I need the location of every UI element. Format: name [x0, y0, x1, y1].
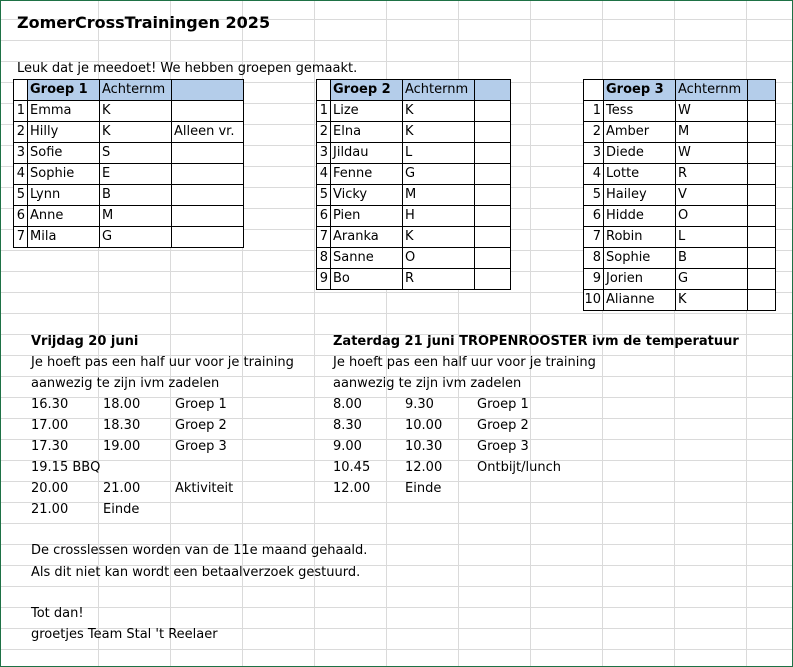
activity: Groep 2 — [477, 418, 529, 433]
first-name[interactable]: Elna — [331, 122, 403, 143]
row-number: 5 — [14, 185, 28, 206]
first-name[interactable]: Lynn — [28, 185, 100, 206]
first-name[interactable]: Amber — [604, 122, 676, 143]
schedule-row — [31, 415, 311, 436]
first-name[interactable]: Mila — [28, 227, 100, 248]
first-name[interactable]: Emma — [28, 101, 100, 122]
group-name: Groep 1 — [28, 80, 100, 101]
note-cell[interactable] — [172, 227, 244, 248]
page-title: ZomerCrossTrainingen 2025 — [17, 13, 271, 32]
saturday-note: aanwezig te zijn ivm zadelen — [333, 376, 522, 391]
schedule-row — [333, 415, 773, 436]
group-header-row — [317, 80, 511, 101]
table-row — [584, 143, 776, 164]
note-cell[interactable] — [172, 206, 244, 227]
table-row — [14, 206, 244, 227]
first-name[interactable]: Diede — [604, 143, 676, 164]
group-col-header: Achternm — [403, 80, 475, 101]
table-row — [317, 248, 511, 269]
group-col-header: Achternm — [676, 80, 748, 101]
row-number: 4 — [317, 164, 331, 185]
table-row — [14, 101, 244, 122]
group-col-extra — [748, 80, 776, 101]
schedule-row — [31, 394, 311, 415]
closing-text: Tot dan! — [31, 606, 84, 621]
group-col-header: Achternm — [100, 80, 172, 101]
end-time: 21.00 — [103, 481, 141, 496]
first-name[interactable]: Hailey — [604, 185, 676, 206]
group-header-num — [14, 80, 28, 101]
end-time: 10.30 — [405, 439, 443, 454]
table-row — [317, 227, 511, 248]
note-cell[interactable] — [748, 101, 776, 122]
group-header-num — [584, 80, 604, 101]
last-initial[interactable]: M — [676, 122, 748, 143]
last-initial[interactable]: G — [100, 227, 172, 248]
last-initial[interactable]: M — [403, 185, 475, 206]
table-row — [317, 206, 511, 227]
start-time: 17.00 — [31, 418, 69, 433]
activity: Ontbijt/lunch — [477, 460, 561, 475]
activity: Aktiviteit — [175, 481, 234, 496]
table-row — [317, 101, 511, 122]
row-number: 9 — [317, 269, 331, 290]
first-name[interactable]: Jildau — [331, 143, 403, 164]
last-initial[interactable]: K — [403, 101, 475, 122]
note-cell[interactable] — [475, 101, 511, 122]
first-name[interactable]: Sanne — [331, 248, 403, 269]
first-name[interactable]: Lize — [331, 101, 403, 122]
footer-line: Als dit niet kan wordt een betaalverzoek gestuurd. — [31, 565, 361, 580]
group-2-table — [316, 79, 511, 290]
row-number: 1 — [14, 101, 28, 122]
row-number: 8 — [584, 248, 604, 269]
last-initial[interactable]: O — [676, 206, 748, 227]
row-number: 4 — [14, 164, 28, 185]
end-time: 9.30 — [405, 397, 434, 412]
note-cell[interactable] — [172, 164, 244, 185]
footer-line: De crosslessen worden van de 11e maand gehaald. — [31, 543, 368, 558]
last-initial[interactable]: K — [100, 122, 172, 143]
row-number: 8 — [317, 248, 331, 269]
row-number: 2 — [317, 122, 331, 143]
last-initial[interactable]: V — [676, 185, 748, 206]
note-cell[interactable] — [748, 248, 776, 269]
friday-note: Je hoeft pas een half uur voor je training — [31, 355, 294, 370]
saturday-heading: Zaterdag 21 juni TROPENROOSTER ivm de temperatuur — [333, 334, 739, 349]
last-initial[interactable]: W — [676, 143, 748, 164]
first-name[interactable]: Tess — [604, 101, 676, 122]
note-cell[interactable] — [475, 185, 511, 206]
last-initial[interactable]: B — [100, 185, 172, 206]
first-name[interactable]: Lotte — [604, 164, 676, 185]
group-name: Groep 2 — [331, 80, 403, 101]
friday-schedule — [31, 331, 311, 520]
row-number: 3 — [14, 143, 28, 164]
group-col-extra — [172, 80, 244, 101]
table-row — [317, 143, 511, 164]
table-row — [584, 248, 776, 269]
schedule-row — [333, 457, 773, 478]
note-cell[interactable] — [475, 206, 511, 227]
schedule-row — [31, 436, 311, 457]
note-cell[interactable] — [172, 143, 244, 164]
last-initial[interactable]: E — [100, 164, 172, 185]
note-cell[interactable] — [475, 164, 511, 185]
table-row — [14, 143, 244, 164]
first-name[interactable]: Sofie — [28, 143, 100, 164]
last-initial[interactable]: L — [403, 143, 475, 164]
table-row — [317, 269, 511, 290]
first-name[interactable]: Alianne — [604, 290, 676, 311]
end-time: 12.00 — [405, 460, 443, 475]
schedule-row — [31, 457, 311, 478]
row-number: 2 — [584, 122, 604, 143]
row-number: 6 — [317, 206, 331, 227]
last-initial[interactable]: L — [676, 227, 748, 248]
note-cell[interactable] — [748, 269, 776, 290]
activity: Groep 1 — [477, 397, 529, 412]
note-cell[interactable] — [748, 185, 776, 206]
row-number: 10 — [584, 290, 604, 311]
first-name[interactable]: Hidde — [604, 206, 676, 227]
table-row — [584, 269, 776, 290]
last-initial[interactable]: R — [676, 164, 748, 185]
start-time: 8.30 — [333, 418, 362, 433]
table-row — [584, 290, 776, 311]
note-cell[interactable] — [475, 269, 511, 290]
note-cell[interactable] — [748, 122, 776, 143]
first-name[interactable]: Aranka — [331, 227, 403, 248]
first-name[interactable]: Robin — [604, 227, 676, 248]
table-row — [317, 185, 511, 206]
schedule-row — [333, 394, 773, 415]
row-number: 7 — [14, 227, 28, 248]
start-time: 10.45 — [333, 460, 371, 475]
last-initial[interactable]: R — [403, 269, 475, 290]
activity: Groep 3 — [477, 439, 529, 454]
row-number: 3 — [317, 143, 331, 164]
note-cell[interactable] — [475, 248, 511, 269]
start-time: 16.30 — [31, 397, 69, 412]
start-time: 17.30 — [31, 439, 69, 454]
start-time: 8.00 — [333, 397, 362, 412]
schedule-row — [31, 499, 311, 520]
first-name[interactable]: Fenne — [331, 164, 403, 185]
saturday-schedule — [333, 331, 773, 499]
table-row — [14, 164, 244, 185]
table-row — [584, 164, 776, 185]
row-number: 1 — [317, 101, 331, 122]
row-number: 7 — [317, 227, 331, 248]
schedule-row — [333, 478, 773, 499]
first-name[interactable]: Hilly — [28, 122, 100, 143]
note-cell[interactable] — [748, 290, 776, 311]
table-row — [317, 164, 511, 185]
table-row — [584, 122, 776, 143]
first-name[interactable]: Anne — [28, 206, 100, 227]
start-time: 21.00 — [31, 502, 69, 517]
group-col-extra — [475, 80, 511, 101]
last-initial[interactable]: H — [403, 206, 475, 227]
end-time: 19.00 — [103, 439, 141, 454]
first-name[interactable]: Bo — [331, 269, 403, 290]
row-number: 5 — [317, 185, 331, 206]
note-cell[interactable] — [475, 227, 511, 248]
last-initial[interactable]: W — [676, 101, 748, 122]
row-number: 7 — [584, 227, 604, 248]
last-initial[interactable]: K — [676, 290, 748, 311]
table-row — [317, 122, 511, 143]
end-time: 18.30 — [103, 418, 141, 433]
note-cell[interactable] — [172, 185, 244, 206]
start-time: 19.15 BBQ — [31, 460, 101, 475]
group-1-table — [13, 79, 244, 248]
note-cell[interactable] — [748, 227, 776, 248]
first-name[interactable]: Sophie — [604, 248, 676, 269]
group-header-row — [14, 80, 244, 101]
row-number: 3 — [584, 143, 604, 164]
activity: Groep 3 — [175, 439, 227, 454]
saturday-note: Je hoeft pas een half uur voor je training — [333, 355, 596, 370]
row-number: 6 — [584, 206, 604, 227]
note-cell[interactable] — [748, 164, 776, 185]
note-cell[interactable] — [748, 143, 776, 164]
schedule-row — [333, 436, 773, 457]
friday-note: aanwezig te zijn ivm zadelen — [31, 376, 220, 391]
row-number: 6 — [14, 206, 28, 227]
note-cell[interactable] — [475, 143, 511, 164]
last-initial[interactable]: G — [676, 269, 748, 290]
friday-heading: Vrijdag 20 juni — [31, 334, 139, 349]
last-initial[interactable]: B — [676, 248, 748, 269]
end-time: 18.00 — [103, 397, 141, 412]
group-header-row — [584, 80, 776, 101]
start-time: 20.00 — [31, 481, 69, 496]
first-name[interactable]: Sophie — [28, 164, 100, 185]
table-row — [14, 185, 244, 206]
first-name[interactable]: Vicky — [331, 185, 403, 206]
first-name[interactable]: Pien — [331, 206, 403, 227]
end-time: Einde — [103, 502, 140, 517]
last-initial[interactable]: K — [403, 122, 475, 143]
note-cell[interactable] — [748, 206, 776, 227]
group-3-table — [583, 79, 776, 311]
activity: Groep 2 — [175, 418, 227, 433]
table-row — [14, 122, 244, 143]
row-number: 9 — [584, 269, 604, 290]
group-name: Groep 3 — [604, 80, 676, 101]
table-row — [584, 101, 776, 122]
table-row — [14, 227, 244, 248]
table-row — [584, 185, 776, 206]
last-initial[interactable]: G — [403, 164, 475, 185]
schedule-row — [31, 478, 311, 499]
start-time: 12.00 — [333, 481, 371, 496]
note-cell[interactable]: Alleen vr. — [172, 122, 244, 143]
first-name[interactable]: Jorien — [604, 269, 676, 290]
note-cell[interactable] — [475, 122, 511, 143]
last-initial[interactable]: K — [100, 101, 172, 122]
note-cell[interactable] — [172, 101, 244, 122]
last-initial[interactable]: K — [403, 227, 475, 248]
intro-text: Leuk dat je meedoet! We hebben groepen gemaakt. — [17, 61, 358, 76]
signature: groetjes Team Stal 't Reelaer — [31, 627, 218, 642]
activity: Groep 1 — [175, 397, 227, 412]
last-initial[interactable]: O — [403, 248, 475, 269]
end-time: Einde — [405, 481, 442, 496]
table-row — [584, 227, 776, 248]
row-number: 2 — [14, 122, 28, 143]
row-number: 5 — [584, 185, 604, 206]
table-row — [584, 206, 776, 227]
last-initial[interactable]: M — [100, 206, 172, 227]
group-header-num — [317, 80, 331, 101]
row-number: 4 — [584, 164, 604, 185]
end-time: 10.00 — [405, 418, 443, 433]
row-number: 1 — [584, 101, 604, 122]
last-initial[interactable]: S — [100, 143, 172, 164]
start-time: 9.00 — [333, 439, 362, 454]
